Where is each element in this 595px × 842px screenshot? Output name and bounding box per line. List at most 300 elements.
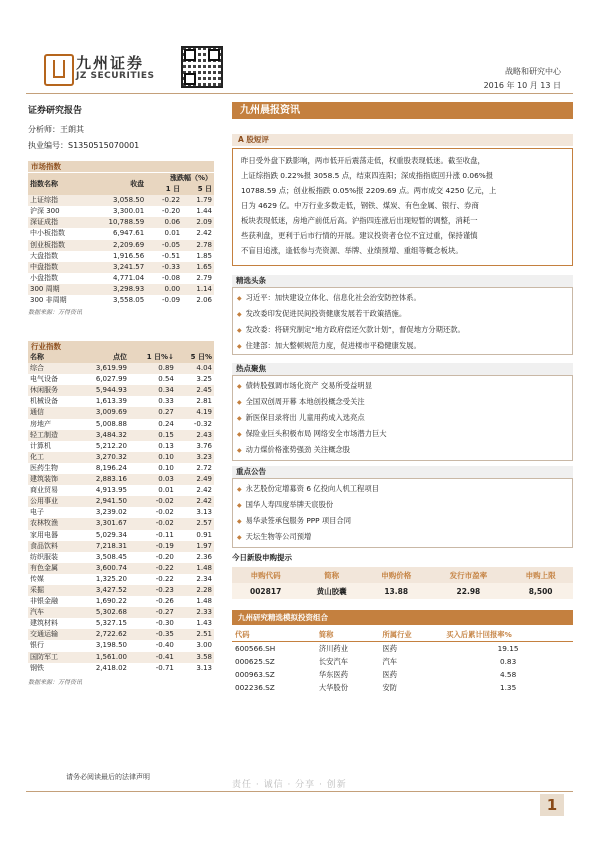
col-header: 代码	[232, 628, 316, 642]
notice-item-text: 天坛生物等公司预增	[245, 532, 312, 541]
table-cell: 有色金属	[28, 563, 76, 574]
table-cell: 5,327.15	[95, 619, 127, 628]
table-row	[232, 681, 573, 694]
table-cell: 0.15	[129, 430, 176, 441]
col-header: 简称	[316, 628, 380, 642]
page-number: 1	[540, 794, 564, 816]
table-cell: 3.76	[196, 441, 212, 450]
table-cell: -0.26	[155, 597, 174, 606]
table-cell: 电子	[30, 508, 44, 517]
table-cell: 0.54	[158, 375, 174, 384]
table-cell: 300 非周期	[30, 296, 67, 305]
hot-topic-item	[237, 442, 568, 458]
table-cell: 0.33	[158, 397, 174, 406]
bullet-icon: ◆	[237, 502, 242, 509]
headline-item	[237, 338, 568, 354]
table-row	[28, 496, 214, 507]
table-row	[28, 585, 214, 596]
table-row	[28, 596, 214, 607]
table-cell: 0.83	[499, 657, 517, 666]
table-cell: -0.05	[146, 240, 182, 251]
table-row	[28, 663, 214, 674]
table-row	[28, 474, 214, 485]
notice-item-text: 易华录签承包服务 PPP 项目合同	[245, 516, 352, 525]
table-row	[28, 396, 214, 407]
table-cell: 1.48	[196, 597, 212, 606]
table-row	[28, 295, 214, 306]
table-cell: 300 周期	[28, 284, 88, 295]
table-cell: 5,212.20	[95, 441, 127, 450]
market-summary	[232, 148, 573, 266]
headline-item-text: 发改委：将研究制定“地方政府偿还欠款计划”，督促地方分期还款。	[245, 325, 465, 334]
ipo-table	[232, 567, 573, 599]
summary-line: 日为 4629 亿。中万行业多数走低，钢铁、煤炭、有色金属、银行、券商	[241, 201, 479, 210]
summary-line: 不盲目追涨，逢低参与壳资源、举牌、业绩预增、重组等概念板块。	[241, 246, 463, 255]
table-cell: 3,300.01	[113, 207, 145, 216]
table-cell: 2.33	[176, 607, 214, 618]
table-cell: 0.01	[158, 486, 174, 495]
qr-code-icon	[181, 46, 223, 88]
table-cell: 000625.SZ	[235, 657, 275, 666]
summary-line: 板块表现低迷，房地产前低后高。沪指四连涨后出现短暂的调整，消耗一	[241, 216, 478, 225]
table-row	[28, 206, 214, 217]
table-cell: 10,788.59	[88, 217, 146, 228]
industry-indices-table	[28, 352, 214, 674]
notice-item-text: 永艺股份定增募资 6 亿投向人机工程项目	[245, 484, 379, 493]
table-row	[28, 607, 214, 618]
table-cell: 3,298.93	[88, 284, 146, 295]
table-row	[232, 583, 573, 599]
table-cell: 沪深 300	[30, 207, 60, 216]
table-cell: 休闲服务	[28, 385, 76, 396]
table-cell: 纺织服装	[30, 552, 58, 561]
table-cell: 1,561.00	[76, 652, 129, 663]
table-cell: 医药生物	[30, 463, 58, 472]
table-header-row	[232, 628, 573, 642]
table-cell: 3,270.32	[76, 452, 129, 463]
table-cell: 600566.SH	[235, 644, 276, 653]
hot-topic-item-text: 动力煤价格涨势强劲 关注概念股	[245, 445, 351, 454]
headline-item	[237, 322, 568, 338]
table-cell: 4,913.95	[95, 486, 127, 495]
summary-line: 些获利盘，更利于后市行情的开展。建议投资者仓位不宜过重，保持谨慎	[241, 231, 478, 240]
table-cell: 2.45	[176, 385, 214, 396]
notices-head: 重点公告	[232, 466, 573, 478]
table-cell: 5,302.68	[76, 607, 129, 618]
table-cell: 1,690.22	[95, 597, 127, 606]
table-cell: 1.14	[182, 284, 214, 295]
table-cell: 3,619.99	[76, 363, 129, 374]
col-header: 1 日%↓	[129, 352, 176, 363]
table-cell: 中小板指数	[30, 229, 65, 238]
table-cell: -0.51	[161, 251, 181, 260]
table-row	[28, 618, 214, 629]
hot-topics-head: 热点聚焦	[232, 363, 573, 375]
summary-line: 昨日受外盘下跌影响，两市低开后震荡走低，权重股表现低迷。截至收盘，	[241, 156, 485, 165]
table-row	[28, 629, 214, 640]
table-cell: 000963.SZ	[235, 670, 275, 679]
table-cell: 13.88	[364, 583, 429, 599]
table-cell: 电气设备	[30, 375, 58, 384]
table-cell: 2,941.50	[76, 496, 129, 507]
col-header: 1 日	[146, 184, 182, 195]
table-cell: 2,883.16	[76, 474, 129, 485]
table-row	[28, 374, 214, 385]
table-row	[28, 452, 214, 463]
headline-item	[237, 290, 568, 306]
table-row	[28, 419, 214, 430]
col-header: 指数名称	[28, 173, 88, 195]
table-cell: -0.22	[129, 563, 176, 574]
table-cell: 3,239.02	[95, 508, 127, 517]
headlines-head: 精选头条	[232, 275, 573, 287]
table-cell: 医药	[382, 669, 398, 679]
table-cell: 3.58	[176, 652, 214, 663]
bullet-icon: ◆	[237, 295, 242, 302]
table-cell: 0.03	[129, 474, 176, 485]
table-cell: -0.71	[155, 663, 174, 672]
headline-item-text: 发改委印发促进民间投资健康发展若干政策措施。	[245, 309, 407, 318]
table-cell: 3,600.74	[76, 563, 129, 574]
table-cell: 商业贸易	[30, 486, 58, 495]
table-cell: -0.08	[161, 273, 181, 282]
table-cell: -0.40	[155, 641, 174, 650]
table-row	[28, 262, 214, 273]
col-header: 收盘	[88, 173, 146, 195]
table-cell: 5,944.93	[76, 385, 129, 396]
header-divider	[26, 93, 573, 94]
headlines-list	[232, 287, 573, 355]
table-cell: 2,418.02	[95, 663, 127, 672]
table-row	[28, 195, 214, 206]
table-cell: 2.57	[176, 518, 214, 529]
table-cell: 上证综指	[28, 195, 88, 206]
bullet-icon: ◆	[237, 447, 242, 454]
table-cell: -0.20	[155, 552, 174, 561]
table-row	[28, 530, 214, 541]
notice-item	[237, 497, 568, 513]
table-cell: 0.01	[164, 229, 181, 238]
bullet-icon: ◆	[237, 415, 242, 422]
table-cell: -0.32	[193, 419, 212, 428]
table-cell: -0.30	[155, 619, 174, 628]
table-cell: -0.19	[129, 541, 176, 552]
table-row	[232, 642, 573, 656]
table-cell: 1,916.56	[113, 251, 145, 260]
table-cell: 1.65	[182, 262, 214, 273]
table-cell: 3,241.57	[88, 262, 146, 273]
table-row	[28, 574, 214, 585]
table-cell: 0.00	[146, 284, 182, 295]
table-row	[28, 463, 214, 474]
table-cell: 3,484.32	[76, 430, 129, 441]
table-cell: 3.23	[176, 452, 214, 463]
table-row	[28, 485, 214, 496]
table-row	[28, 217, 214, 228]
table-row	[28, 240, 214, 251]
table-cell: 交通运输	[28, 629, 76, 640]
table-cell: 3,301.67	[76, 518, 129, 529]
table-cell: 化工	[28, 452, 76, 463]
table-row	[28, 563, 214, 574]
notice-item	[237, 529, 568, 545]
notices-list	[232, 478, 573, 548]
table-cell: 房地产	[30, 419, 51, 428]
table-cell: 2.43	[176, 430, 214, 441]
table-cell: 3.13	[196, 663, 212, 672]
table-cell: 深证成指	[28, 217, 88, 228]
hot-topic-item-text: 全国双创周开幕 本地创投概念受关注	[245, 397, 365, 406]
table-cell: 轻工制造	[28, 430, 76, 441]
table-cell: 综合	[28, 363, 76, 374]
table-cell: 机械设备	[30, 397, 58, 406]
table-cell: 3.00	[196, 641, 212, 650]
table-row	[28, 430, 214, 441]
table-cell: 2.81	[196, 397, 212, 406]
table-cell: 公用事业	[28, 496, 76, 507]
summary-line: 上证综指跌 0.22%报 3058.5 点，结束四连阳；深成指指底回升涨 0.06%报	[241, 171, 494, 180]
table-cell: 汽车	[28, 607, 76, 618]
hot-topic-item-text: 新医保目录将出 儿童用药成入选亮点	[245, 413, 365, 422]
table-cell: 1.85	[196, 251, 212, 260]
table-cell: 1,613.39	[95, 397, 127, 406]
table-row	[28, 441, 214, 452]
col-header: 申购价格	[364, 567, 429, 583]
bullet-icon: ◆	[237, 327, 242, 334]
table-cell: 1.48	[176, 563, 214, 574]
table-cell: 2.42	[196, 486, 212, 495]
table-row	[28, 518, 214, 529]
table-cell: 2.79	[196, 273, 212, 282]
bullet-icon: ◆	[237, 486, 242, 493]
table-cell: 4,771.04	[113, 273, 145, 282]
table-cell: 2.49	[176, 474, 214, 485]
bullet-icon: ◆	[237, 431, 242, 438]
table-cell: 2,209.69	[88, 240, 146, 251]
table-cell: 1.44	[196, 207, 212, 216]
table-cell: -0.27	[129, 607, 176, 618]
table-cell: 0.27	[129, 407, 176, 418]
table-cell: 小盘指数	[30, 273, 58, 282]
table-cell: 钢铁	[30, 663, 44, 672]
table-cell: 传媒	[30, 574, 44, 583]
table-row	[28, 228, 214, 239]
table-cell: -0.22	[155, 574, 174, 583]
market-indices-title: 市场指数	[28, 161, 214, 172]
table-row	[28, 652, 214, 663]
table-row	[28, 552, 214, 563]
headline-item	[237, 306, 568, 322]
table-cell: 19.15	[497, 644, 519, 653]
table-cell: 3,508.45	[95, 552, 127, 561]
table-cell: 2.78	[182, 240, 214, 251]
logo-text-en: JZ SECURITIES	[76, 71, 155, 81]
table-cell: 大盘指数	[30, 251, 58, 260]
analyst-cert: 执业编号：S1350515070001	[28, 141, 140, 150]
table-cell: -0.02	[129, 518, 176, 529]
table-cell: 食品饮料	[28, 541, 76, 552]
table-cell: 1.79	[182, 195, 214, 206]
col-header: 简称	[299, 567, 364, 583]
legal-disclaimer: 请务必阅读最后的法律声明	[66, 773, 150, 781]
research-center-name: 战略和研究中心	[505, 67, 561, 76]
hot-topic-item-text: 债转股强调市场化资产 交易所受益明显	[245, 381, 372, 390]
table-cell: 6,027.99	[95, 375, 127, 384]
table-cell: -0.02	[155, 508, 174, 517]
table-cell: 汽车	[382, 656, 398, 666]
table-cell: 大华股份	[318, 682, 348, 692]
logo-text-cn: 九州证券	[76, 54, 145, 72]
table-cell: 22.98	[429, 583, 509, 599]
table-cell: 农林牧渔	[28, 518, 76, 529]
a-share-comment-head: A 股短评	[232, 134, 573, 146]
table-cell: 1.97	[176, 541, 214, 552]
table-cell: 5,029.34	[95, 530, 127, 539]
table-row	[28, 273, 214, 284]
footer-divider	[26, 791, 573, 792]
col-header: 5 日	[182, 184, 214, 195]
table-cell: -0.11	[155, 530, 174, 539]
col-header: 买入后累计回报率%	[443, 628, 573, 642]
table-cell: -0.35	[129, 629, 176, 640]
table-cell: 7,218.31	[76, 541, 129, 552]
col-header: 名称	[28, 352, 76, 363]
table-cell: 建筑材料	[30, 619, 58, 628]
table-cell: 计算机	[30, 441, 51, 450]
table-cell: 3,427.52	[76, 585, 129, 596]
table-cell: 1.35	[499, 683, 517, 692]
table-cell: 1.43	[196, 619, 212, 628]
table-cell: 济川药业	[318, 643, 348, 653]
bullet-icon: ◆	[237, 534, 242, 541]
bullet-icon: ◆	[237, 518, 242, 525]
col-header: 点位	[76, 352, 129, 363]
notice-item	[237, 513, 568, 529]
table-cell: 家用电器	[30, 530, 58, 539]
table-cell: 1,325.20	[95, 574, 127, 583]
table-cell: 安防	[382, 682, 398, 692]
table-row	[28, 284, 214, 295]
table-cell: 5,008.88	[95, 419, 127, 428]
table-cell: 2,722.62	[76, 629, 129, 640]
table-cell: 3.13	[196, 508, 212, 517]
portfolio-title: 九州研究精选模拟投资组合	[232, 610, 573, 625]
table-cell: 0.91	[196, 530, 212, 539]
table-cell: 8,196.24	[95, 463, 127, 472]
table-cell: 2.42	[176, 496, 214, 507]
table-cell: 4.04	[176, 363, 214, 374]
table-header-row	[232, 567, 573, 583]
table-cell: 2.36	[196, 552, 212, 561]
industry-indices-title: 行业指数	[28, 341, 214, 352]
table-row	[28, 407, 214, 418]
notice-item	[237, 481, 568, 497]
summary-line: 10788.59 点；创业板指跌 0.05%报 2209.69 点。两市成交 4250 亿元，上	[241, 186, 497, 195]
table-cell: 3,198.50	[95, 641, 127, 650]
table-cell: 4.19	[176, 407, 214, 418]
table-row	[28, 541, 214, 552]
bullet-icon: ◆	[237, 343, 242, 350]
table-row	[28, 640, 214, 651]
table-cell: 国防军工	[28, 652, 76, 663]
analyst-name: 分析师：王朗其	[28, 125, 84, 134]
headline-item-text: 住建部：加大整顿规范力度，促进楼市平稳健康发展。	[245, 341, 421, 350]
table-cell: 创业板指数	[28, 240, 88, 251]
hot-topic-item	[237, 378, 568, 394]
table-cell: -0.20	[161, 207, 181, 216]
table-row	[232, 655, 573, 668]
table-cell: -0.02	[129, 496, 176, 507]
table-cell: 0.34	[129, 385, 176, 396]
table-cell: 2.34	[196, 574, 212, 583]
logo-icon	[44, 54, 74, 86]
hot-topics-list	[232, 375, 573, 461]
col-header: 5 日%	[176, 352, 214, 363]
table-cell: 采掘	[28, 585, 76, 596]
table-cell: 002236.SZ	[235, 683, 275, 692]
portfolio-table	[232, 628, 573, 694]
hot-topic-item	[237, 394, 568, 410]
table-cell: 银行	[30, 641, 44, 650]
table-cell: 华东医药	[318, 669, 348, 679]
morning-news-title: 九州晨报资讯	[232, 102, 573, 119]
bullet-icon: ◆	[237, 311, 242, 318]
table-cell: 3,058.50	[88, 195, 146, 206]
report-type-title: 证券研究报告	[28, 106, 83, 116]
table-cell: 2.42	[196, 229, 212, 238]
industry-source: 数据来源：万得资讯	[28, 679, 83, 686]
market-source: 数据来源：万得资讯	[28, 309, 83, 316]
table-row	[28, 363, 214, 374]
table-cell: 0.24	[158, 419, 174, 428]
table-cell: 4.58	[499, 670, 517, 679]
table-row	[28, 385, 214, 396]
table-cell: 黄山胶囊	[299, 583, 364, 599]
table-cell: 2.09	[182, 217, 214, 228]
table-cell: 0.10	[158, 463, 174, 472]
table-cell: 3,558.05	[113, 296, 145, 305]
table-cell: 非银金融	[30, 597, 58, 606]
table-cell: 0.06	[146, 217, 182, 228]
ipo-head: 今日新股申购提示	[232, 553, 292, 562]
table-cell: 2.51	[176, 629, 214, 640]
notice-item-text: 国华人寿四度举牌天宸股份	[245, 500, 334, 509]
table-cell: 2.28	[176, 585, 214, 596]
table-row	[232, 668, 573, 681]
table-cell: 通信	[28, 407, 76, 418]
table-cell: 8,500	[508, 583, 573, 599]
table-cell: -0.22	[146, 195, 182, 206]
table-cell: -0.09	[161, 296, 181, 305]
table-cell: 中盘指数	[28, 262, 88, 273]
headline-item-text: 习近平：加快建设立体化、信息化社会治安防控体系。	[245, 293, 421, 302]
hot-topic-item	[237, 410, 568, 426]
table-cell: 长安汽车	[318, 656, 348, 666]
bullet-icon: ◆	[237, 383, 242, 390]
table-cell: 0.89	[129, 363, 176, 374]
hot-topic-item	[237, 426, 568, 442]
market-indices-table	[28, 173, 214, 306]
table-cell: 医药	[382, 643, 398, 653]
table-cell: 002817	[232, 583, 299, 599]
table-cell: 2.72	[196, 463, 212, 472]
table-cell: 建筑装饰	[28, 474, 76, 485]
table-row	[28, 251, 214, 262]
col-header: 申购代码	[232, 567, 299, 583]
company-slogan: 责任 · 诚信 · 分享 · 创新	[232, 780, 347, 790]
table-cell: 3.25	[196, 375, 212, 384]
table-cell: 6,947.61	[113, 229, 145, 238]
